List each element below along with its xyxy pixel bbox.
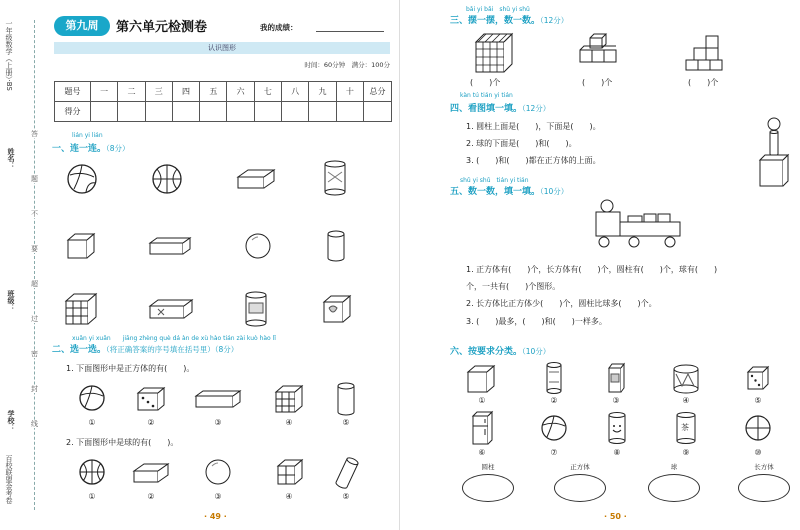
drum-icon — [672, 364, 700, 394]
question-4-3: 3. ( )和( )都在正方体的上面。 — [466, 156, 601, 165]
binding-margin — [0, 0, 22, 530]
table-header: 十 — [336, 82, 363, 102]
section-4-title: 四、看图填一填。 — [450, 104, 523, 114]
seal-word: 不 — [31, 210, 38, 218]
score-cell[interactable] — [309, 102, 336, 122]
volleyball-icon — [78, 384, 106, 412]
soap-box-icon — [236, 167, 276, 191]
cuboid-shape-icon — [148, 236, 192, 256]
score-cell[interactable] — [336, 102, 363, 122]
score-cell[interactable] — [118, 102, 145, 122]
category-label-cube: 正方体 — [570, 463, 590, 471]
answer-oval-cuboid[interactable] — [738, 474, 790, 502]
question-2-2: 2. 下面图形中是球的有( )。 — [66, 438, 179, 447]
sphere-shape-icon — [244, 232, 272, 260]
question-2-1: 1. 下面图形中是正方体的有( )。 — [66, 364, 195, 373]
refrigerator-icon — [470, 410, 494, 446]
table-header: 六 — [227, 82, 254, 102]
question-4-1: 1. 圆柱上面是( )，下面是( )。 — [466, 122, 601, 131]
item-label: ⑧ — [613, 448, 621, 457]
item-label: ② — [550, 396, 558, 405]
seal-word: 题 — [31, 175, 38, 183]
cube-shape-icon — [276, 458, 304, 486]
score-cell[interactable] — [91, 102, 118, 122]
soda-can-icon — [544, 362, 564, 394]
table-header: 总分 — [364, 82, 392, 102]
score-cell[interactable] — [145, 102, 172, 122]
grade-label: 一年级数学（上册）·BS — [5, 20, 13, 91]
cube-stack-b-icon — [578, 36, 618, 70]
answer-oval-sphere[interactable] — [648, 474, 700, 502]
dice-icon — [136, 386, 166, 412]
item-label: ③ — [612, 396, 620, 405]
seal-word: 过 — [31, 315, 38, 323]
shape-train-icon — [590, 198, 686, 250]
stacked-shapes-icon — [758, 116, 790, 188]
cube-shape-icon — [66, 232, 96, 260]
basketball-icon — [151, 163, 183, 195]
option-label: ⑤ — [342, 418, 350, 427]
score-field[interactable] — [316, 31, 384, 32]
ball-icon — [744, 414, 772, 442]
seal-word: 密 — [31, 350, 38, 358]
section-1-pinyin: lián yi lián — [72, 132, 103, 139]
basketball-icon — [78, 458, 106, 486]
section-3-heading — [450, 13, 568, 26]
cube-stack-c-icon — [684, 34, 724, 72]
item-label: ⑤ — [754, 396, 762, 405]
question-5-1b: 个，一共有( )个图形。 — [466, 282, 561, 291]
section-2-heading — [52, 342, 238, 355]
class-label: 班级： — [7, 290, 15, 311]
option-label: ④ — [285, 492, 293, 501]
soda-can-icon — [322, 160, 348, 196]
option-label: ② — [147, 418, 155, 427]
section-4-points: （12分） — [522, 104, 551, 113]
seal-word: 要 — [31, 245, 38, 253]
category-label-sphere: 球 — [670, 463, 678, 471]
tin-can-icon — [244, 291, 268, 327]
score-cell[interactable] — [282, 102, 309, 122]
section-1-title: 一、连一连。 — [52, 144, 107, 154]
section-5-points: （10分） — [540, 187, 569, 196]
exam-meta: 时间：60分钟 满分：100分 — [304, 61, 390, 69]
cube-stack-a-icon — [474, 32, 514, 74]
score-cell[interactable] — [364, 102, 392, 122]
school-label: 学校： — [7, 410, 15, 431]
publisher-label: 百校联盟金考卷 — [5, 455, 13, 504]
dice-icon — [746, 365, 770, 391]
question-5-2: 2. 长方体比正方体少( )个，圆柱比球多( )个。 — [466, 299, 657, 308]
cuboid-shape-icon — [194, 389, 242, 409]
table-row — [55, 82, 392, 102]
seal-word: 线 — [31, 420, 38, 428]
score-cell[interactable] — [254, 102, 281, 122]
item-label: ⑦ — [550, 448, 558, 457]
table-header: 三 — [145, 82, 172, 102]
section-3-points: （12分） — [540, 16, 569, 25]
sphere-shape-icon — [204, 458, 232, 486]
smiley-can-icon — [606, 412, 628, 444]
option-label: ① — [88, 418, 96, 427]
section-6-title: 六、按要求分类。 — [450, 347, 523, 357]
seal-word: 封 — [31, 385, 38, 393]
seal-line — [34, 20, 35, 510]
rubiks-cube-icon — [64, 292, 98, 326]
table-header: 七 — [254, 82, 281, 102]
section-4-heading — [450, 101, 550, 114]
item-label: ⑩ — [754, 448, 762, 457]
section-2-title: 二、选一选。 — [52, 345, 107, 355]
section-2-instruction: （将正确答案的序号填在括号里） — [106, 345, 215, 354]
option-label: ③ — [214, 418, 222, 427]
page-title: 第六单元检测卷 — [116, 20, 208, 35]
option-label: ④ — [285, 418, 293, 427]
seal-word: 答 — [31, 130, 38, 138]
table-header: 题号 — [55, 82, 91, 102]
section-2-pinyin: xuǎn yi xuǎn jiāng zhèng què dá àn de xù hào tián zài kuò hào lǐ — [72, 335, 276, 342]
item-label: ④ — [682, 396, 690, 405]
option-label: ① — [88, 492, 96, 501]
gift-box-icon — [148, 298, 194, 320]
table-row — [55, 102, 392, 122]
cube-box-icon — [466, 364, 496, 394]
item-label: ⑨ — [682, 448, 690, 457]
score-cell[interactable] — [200, 102, 227, 122]
option-label: ③ — [214, 492, 222, 501]
table-header: 一 — [91, 82, 118, 102]
section-5-heading — [450, 184, 568, 197]
right-page — [400, 0, 800, 530]
section-1-heading — [52, 141, 130, 154]
section-5-pinyin: shǔ yi shǔ tián yi tián — [460, 177, 529, 184]
rubiks-cube-icon — [274, 384, 304, 414]
score-table — [54, 81, 392, 122]
seal-word: 超 — [31, 280, 38, 288]
category-label-cylinder: 圆柱 — [481, 463, 495, 471]
category-label-cuboid: 长方体 — [754, 463, 774, 471]
item-label: ① — [478, 396, 486, 405]
milk-carton-icon — [606, 362, 626, 394]
table-header: 八 — [282, 82, 309, 102]
count-blank[interactable]: ( )个 — [688, 78, 719, 87]
page-number: · 50 · — [604, 512, 627, 521]
volleyball-icon — [66, 163, 98, 195]
table-header: 四 — [172, 82, 199, 102]
cylinder-shape-icon — [326, 230, 346, 262]
answer-oval-cube[interactable] — [554, 474, 606, 502]
question-4-2: 2. 球的下面是( )和( )。 — [466, 139, 577, 148]
table-header: 五 — [200, 82, 227, 102]
section-4-pinyin: kàn tú tián yi tián — [460, 92, 513, 99]
answer-oval-cylinder[interactable] — [462, 474, 514, 502]
section-3-pinyin: bǎi yi bǎi shǔ yi shǔ — [466, 6, 530, 13]
tea-can-label: 茶 — [681, 423, 689, 432]
score-cell[interactable] — [172, 102, 199, 122]
week-banner: 第九周 — [54, 16, 110, 36]
section-1-points: （8分） — [106, 144, 130, 153]
tilted-cylinder-icon — [334, 456, 360, 490]
page-number: · 49 · — [204, 512, 227, 521]
score-label: 我的成绩： — [260, 23, 298, 32]
tissue-box-icon — [322, 294, 352, 324]
table-row-label: 得分 — [55, 102, 91, 122]
count-blank[interactable]: ( )个 — [582, 78, 613, 87]
table-header: 二 — [118, 82, 145, 102]
cylinder-shape-icon — [336, 382, 356, 416]
score-cell[interactable] — [227, 102, 254, 122]
question-5-3: 3. ( )最多，( )和( )一样多。 — [466, 317, 607, 326]
item-label: ⑥ — [478, 448, 486, 457]
unit-subtitle: 认识图形 — [54, 42, 390, 54]
option-label: ⑤ — [342, 492, 350, 501]
question-5-1a: 1. 正方体有( )个，长方体有( )个，圆柱有( )个，球有( ) — [466, 265, 718, 274]
cuboid-shape-icon — [132, 462, 170, 484]
section-2-points: （8分） — [214, 345, 239, 354]
count-blank[interactable]: ( )个 — [470, 78, 501, 87]
name-label: 姓名： — [7, 148, 15, 169]
volleyball-icon — [540, 414, 568, 442]
option-label: ② — [147, 492, 155, 501]
section-3-title: 三、摆一摆，数一数。 — [450, 16, 541, 26]
section-6-heading — [450, 344, 550, 357]
section-5-title: 五、数一数，填一填。 — [450, 187, 541, 197]
table-header: 九 — [309, 82, 336, 102]
section-6-points: （10分） — [522, 347, 551, 356]
